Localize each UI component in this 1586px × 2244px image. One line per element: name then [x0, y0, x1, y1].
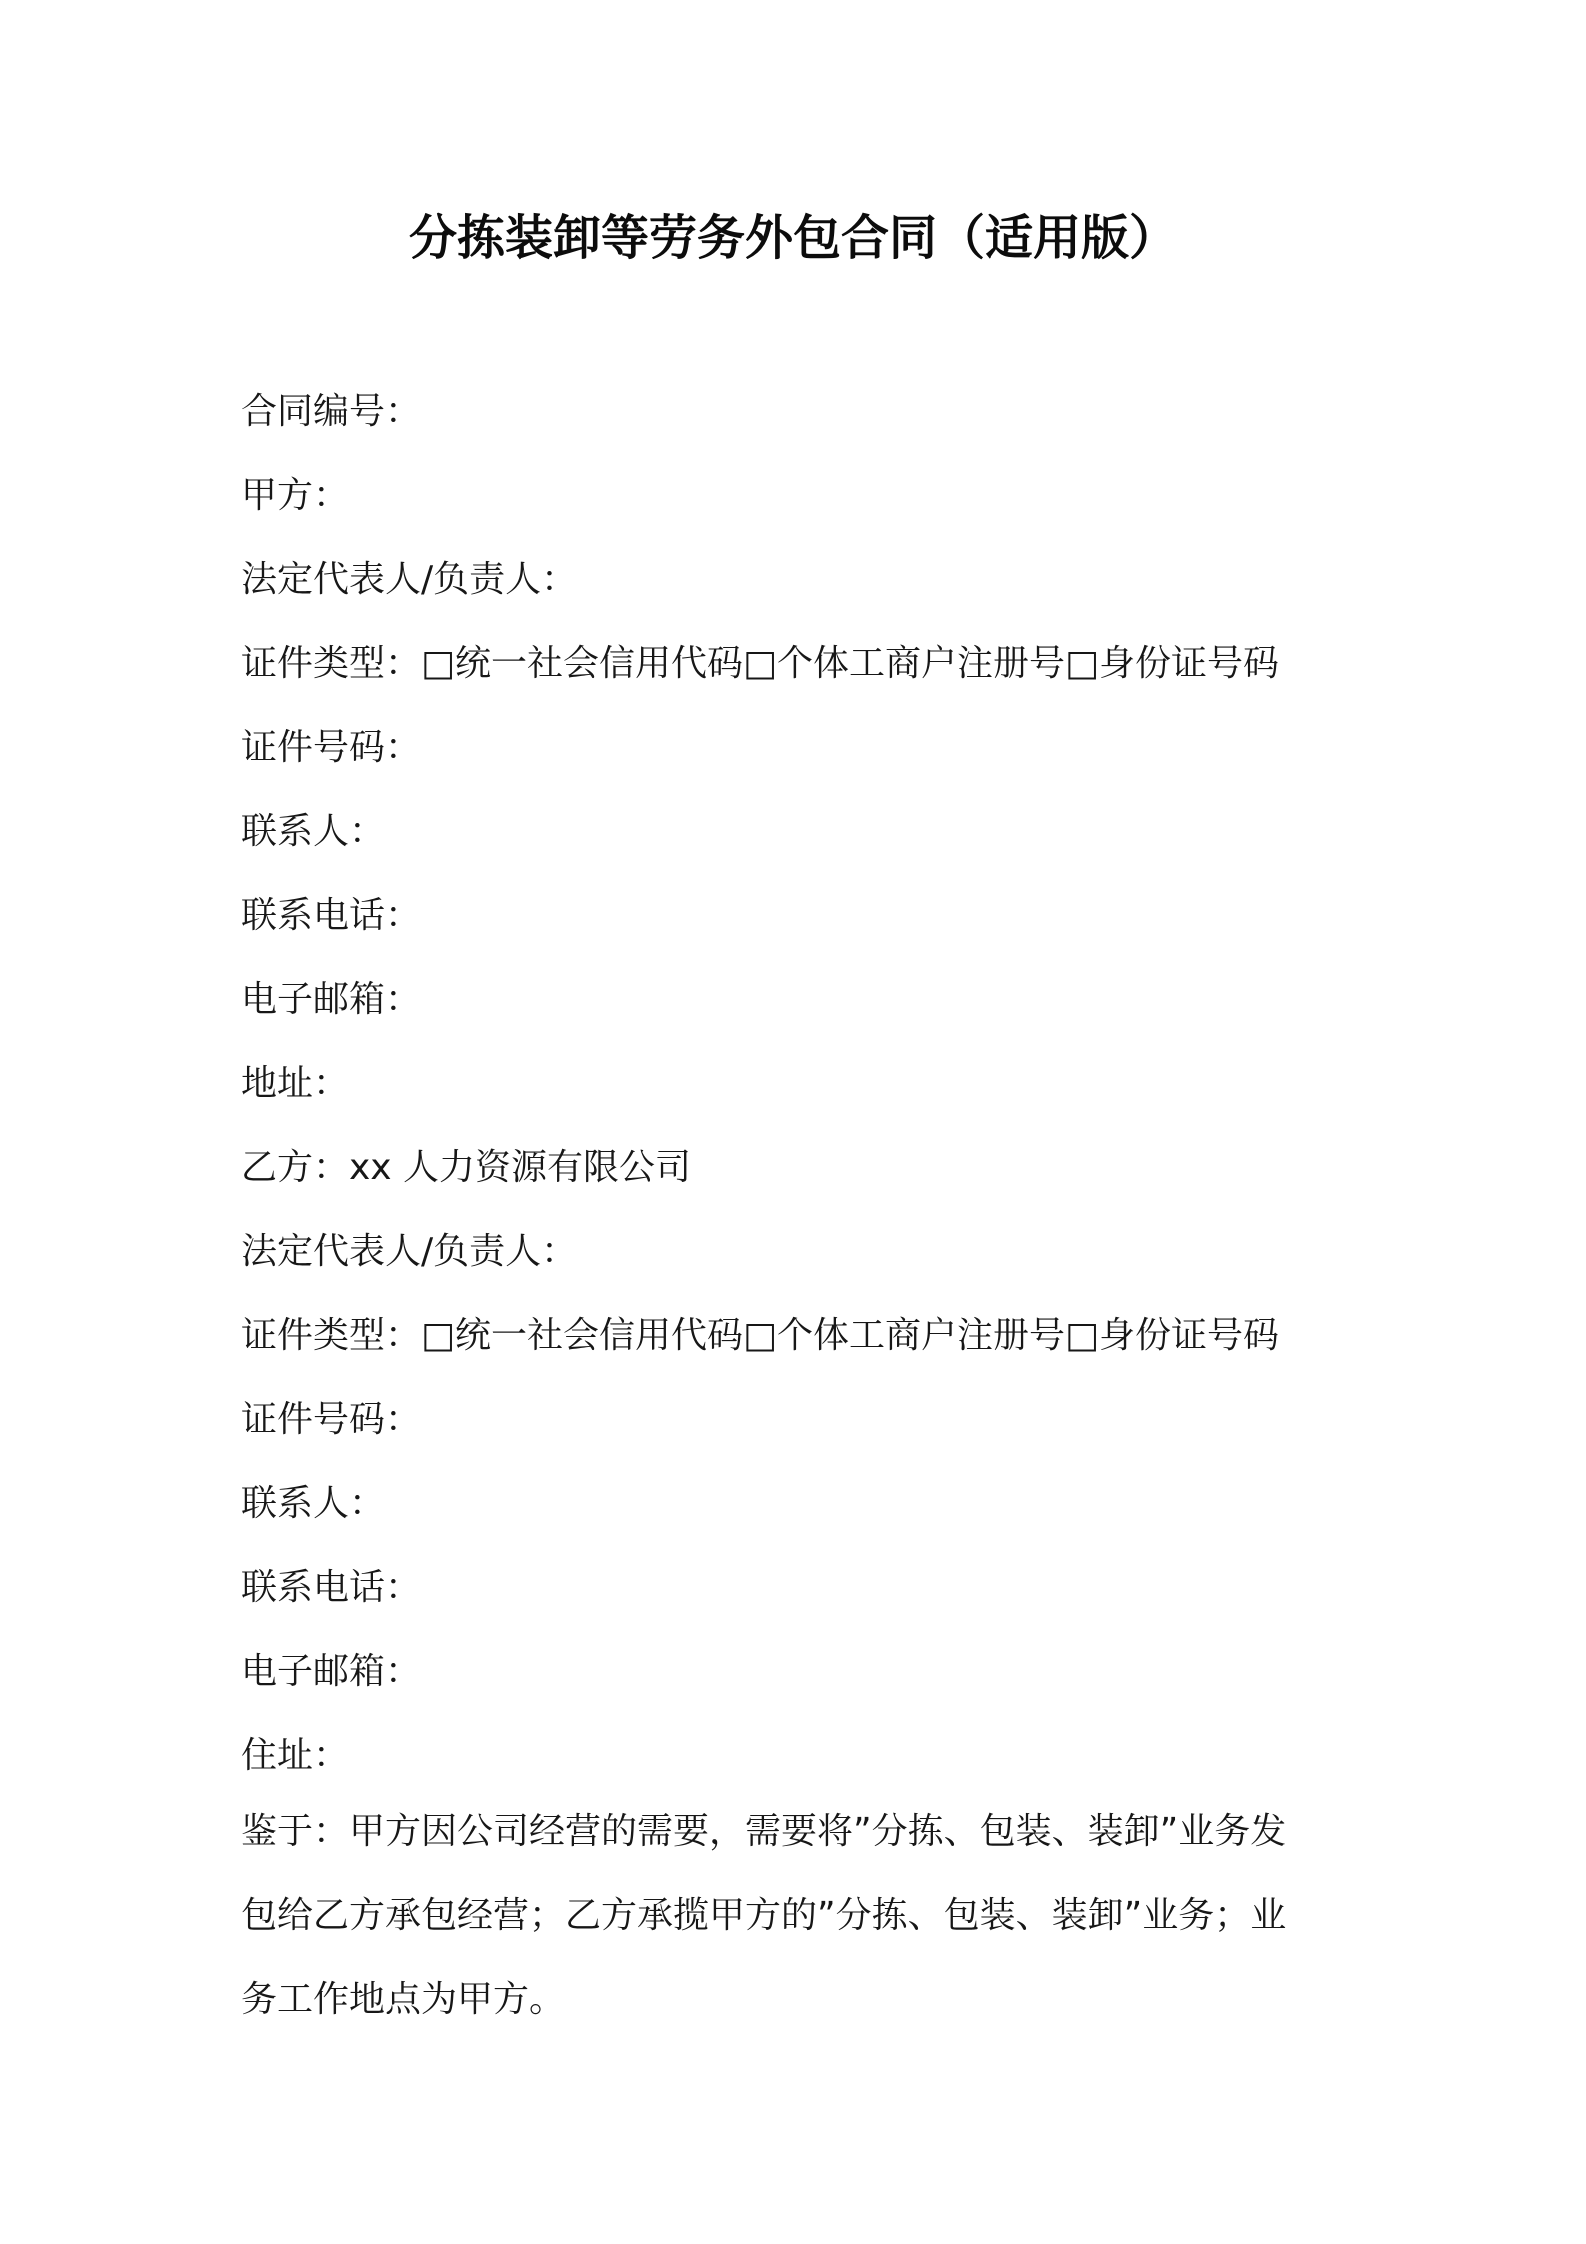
- field-party-a-phone: 联系电话：: [241, 895, 422, 936]
- field-party-b-id-number: 证件号码：: [241, 1399, 422, 1440]
- field-party-a: 甲方：: [241, 475, 350, 516]
- field-party-a-email: 电子邮箱：: [241, 979, 422, 1020]
- preamble-line: 包给乙方承包经营；乙方承揽甲方的”分拣、包装、装卸”业务；业: [241, 1895, 1287, 1936]
- field-contract-number: 合同编号：: [241, 391, 422, 432]
- field-party-a-contact: 联系人：: [241, 811, 386, 852]
- field-party-a-address: 地址：: [241, 1063, 350, 1104]
- preamble-paragraph: [241, 1790, 1361, 2042]
- field-party-b-contact: 联系人：: [241, 1483, 386, 1524]
- field-party-a-id-type: 证件类型：□统一社会信用代码□个体工商户注册号□身份证号码: [241, 643, 1280, 684]
- field-party-a-legal-rep: 法定代表人/负责人：: [241, 559, 578, 600]
- field-party-b-legal-rep: 法定代表人/负责人：: [241, 1231, 578, 1272]
- preamble-line: 务工作地点为甲方。: [241, 1979, 566, 2020]
- field-party-b-email: 电子邮箱：: [241, 1651, 422, 1692]
- party-fields: [241, 370, 1361, 1798]
- field-party-b-address: 住址：: [241, 1735, 350, 1776]
- field-party-b: 乙方：xx 人力资源有限公司: [241, 1147, 692, 1188]
- preamble-line: 鉴于：甲方因公司经营的需要，需要将”分拣、包装、装卸”业务发: [241, 1811, 1287, 1852]
- document-title: 分拣装卸等劳务外包合同（适用版）: [408, 210, 1177, 266]
- field-party-b-phone: 联系电话：: [241, 1567, 422, 1608]
- field-party-b-id-type: 证件类型：□统一社会信用代码□个体工商户注册号□身份证号码: [241, 1315, 1280, 1356]
- field-party-a-id-number: 证件号码：: [241, 727, 422, 768]
